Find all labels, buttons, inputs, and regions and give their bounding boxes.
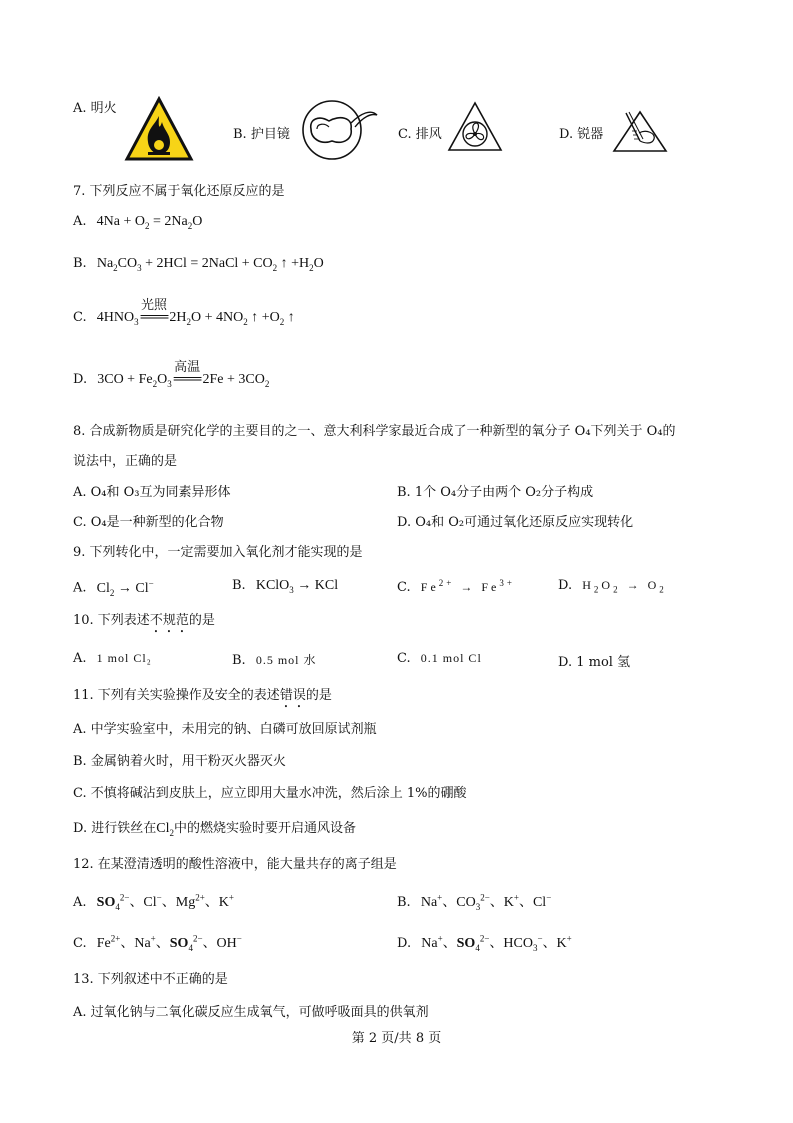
flame-hazard-icon [124,96,194,162]
q11-option-b[interactable]: B. 金属钠着火时，用干粉灭火器灭火 [73,754,286,769]
q10-c-letter: C. [397,651,411,666]
q11-stem-pre: 11. 下列有关实验操作及安全的表述 [73,688,280,703]
q7-b-equation: $Na_2CO_3 + 2HCl$ = 2NaCl + $CO_2$ ↑ $+H_2O$ [96,256,324,273]
q6-option-d[interactable] [559,123,603,142]
q12-a-ions: $SO_4^{2-}$、Cl−、$Mg^{2+}$、K+ [96,892,234,912]
q10-a-letter: A. [73,651,87,666]
q7-b-letter: B. [73,256,87,271]
q12-option-a[interactable] [73,891,234,912]
q8-option-a[interactable]: A. O₄和 O₃互为同素异形体 [73,485,231,500]
q7-c-equation: $4HNO_3$ 光照 ═══ $2H_2O + 4NO_2$ ↑ $+O_2$ ↑ [97,310,295,325]
q9-c-formula: $Fe^{2+} \to Fe^{3+}$ [420,578,515,594]
q13-option-a[interactable]: A. 过氧化钠与二氧化碳反应生成氧气，可做呼吸面具的供氧剂 [73,1005,429,1020]
q7-stem: 7. 下列反应不属于氧化还原反应的是 [73,184,285,199]
q10-stem [73,609,215,636]
goggles-icon [299,99,379,161]
q7-option-b[interactable] [73,256,324,273]
q10-c-text: 0.1 mol Cl [420,651,482,665]
q8-stem-line2: 说法中，正确的是 [73,454,178,469]
q12-option-c[interactable] [73,932,242,953]
q12-d-ions: Na+、$SO_4^{2-}$、$HCO_3^-$、K+ [421,933,572,953]
q10-b-text: 0.5 mol 水 [255,653,317,667]
q9-a-letter: A. [73,580,87,596]
q9-b-letter: B. [232,578,246,593]
q7-option-d[interactable] [73,360,270,389]
q10-option-b[interactable] [232,651,317,668]
page-footer: 第 2 页/共 8 页 [351,1031,442,1046]
q9-d-formula: $H_2O_2 \to O_2$ [582,578,667,595]
q10-stem-pre: 10. 下列表述 [73,613,150,628]
q9-option-c[interactable] [397,578,515,595]
q7-d-letter: D. [73,372,88,387]
q6-option-a[interactable] [73,97,117,116]
q11-option-c[interactable]: C. 不慎将碱沾到皮肤上，应立即用大量水冲洗，然后涂上 1%的硼酸 [73,786,467,801]
q12-b-letter: B. [397,895,411,910]
q7-option-c[interactable] [73,298,295,327]
q12-d-letter: D. [397,936,412,951]
q9-option-b[interactable] [232,578,338,595]
q12-c-letter: C. [73,936,87,951]
q10-a-text: 1 mol Cl₂ [96,651,152,665]
q9-d-letter: D. [558,578,573,593]
q6-option-b-label: B. 护目镜 [233,127,290,142]
q7-d-condition: 高温 [174,360,201,375]
q7-c-letter: C. [73,310,87,325]
exhaust-fan-icon [447,101,503,153]
q12-b-ions: Na+、$CO_3^{2-}$、K+、Cl− [420,892,552,912]
q6-option-c-label: C. 排风 [398,127,442,142]
q8-stem-line1: 8. 合成新物质是研究化学的主要目的之一、意大利科学家最近合成了一种新型的氧分子 O₄下列关于 O₄的 [73,424,676,439]
q9-stem: 9. 下列转化中，一定需要加入氧化剂才能实现的是 [73,545,363,560]
q8-option-d[interactable]: D. O₄和 O₂可通过氧化还原反应实现转化 [397,515,634,530]
q10-stem-post: 的是 [188,613,215,628]
q13-stem: 13. 下列叙述中不正确的是 [73,972,228,987]
sharp-object-icon [612,109,668,154]
q6-option-c[interactable] [398,123,442,142]
q12-a-letter: A. [73,895,87,910]
q10-option-d[interactable]: D. 1 mol 氢 [558,655,631,670]
q10-stem-emphasis: 不规范 [149,613,189,628]
q12-stem: 12. 在某澄清透明的酸性溶液中，能大量共存的离子组是 [73,857,397,872]
q8-option-b[interactable]: B. 1个 O₄分子由两个 O₂分子构成 [397,485,594,500]
q12-option-b[interactable] [397,891,551,912]
q12-option-d[interactable] [397,932,572,953]
q7-a-letter: A. [73,214,87,229]
q6-option-d-label: D. 锐器 [559,127,604,142]
q10-b-letter: B. [232,653,246,668]
q9-b-formula: KClO$_3$ → KCl [255,578,339,595]
q6-option-b[interactable] [233,123,290,142]
q10-option-a[interactable] [73,651,152,666]
q11-stem [73,684,332,711]
q11-option-d[interactable] [73,817,356,838]
q9-option-a[interactable] [73,578,154,597]
q11-stem-emphasis: 错误 [279,688,306,703]
q11-d-post: 中的燃烧实验时要开启通风设备 [173,821,356,836]
q11-stem-post: 的是 [305,688,332,703]
q10-option-c[interactable] [397,651,482,666]
q9-a-formula: $Cl_2 \to Cl^-$ [96,578,154,598]
q7-a-equation: $4Na + O_2 = 2Na_2O$ [96,214,203,231]
q9-option-d[interactable] [558,578,667,594]
q7-d-equation: $3CO + Fe_2O_3$ 高温 ═══ $2Fe + 3CO_2$ [97,372,269,387]
q7-option-a[interactable] [73,214,202,231]
q6-option-a-label: A. 明火 [73,101,117,116]
q7-c-condition: 光照 [140,298,167,313]
q11-d-formula: $Cl_2$ [156,821,174,838]
q11-d-pre: D. 进行铁丝在 [73,821,157,836]
q9-c-letter: C. [397,580,411,595]
q8-option-c[interactable]: C. O₄是一种新型的化合物 [73,515,224,530]
q12-c-ions: $Fe^{2+}$、Na+、$SO_4^{2-}$、OH− [96,933,242,953]
q11-option-a[interactable]: A. 中学实验室中，未用完的钠、白磷可放回原试剂瓶 [73,722,377,737]
